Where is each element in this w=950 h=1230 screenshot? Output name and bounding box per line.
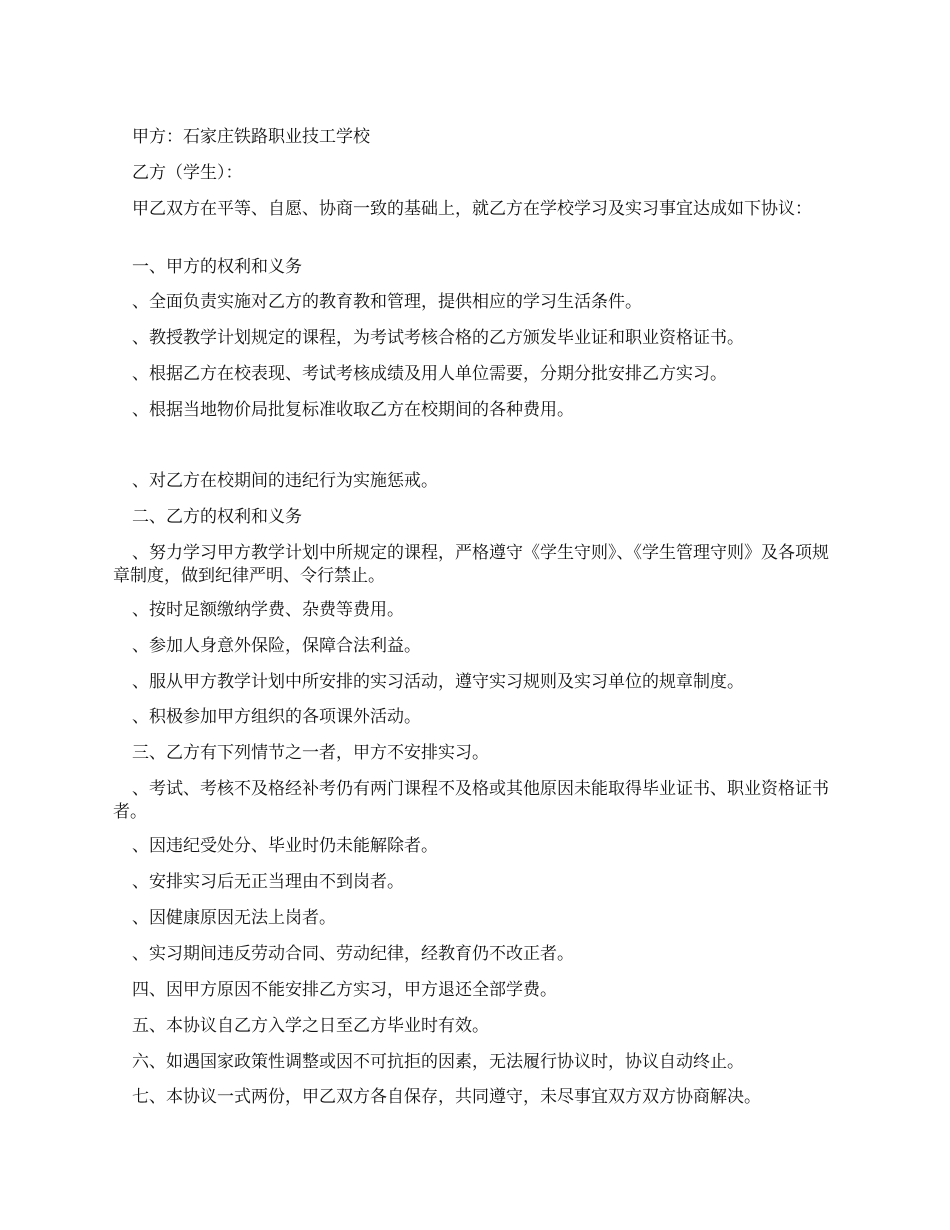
section-3-item: 、安排实习后无正当理由不到岗者。 [132, 872, 404, 892]
section-2-item: 、努力学习甲方教学计划中所规定的课程，严格遵守《学生守则》、《学生管理守则》及各项规章制度，做到纪律严明、令行禁止。 [113, 543, 829, 586]
section-2-item: 、参加人身意外保险，保障合法利益。 [132, 636, 421, 656]
section-1-heading: 一、甲方的权利和义务 [132, 257, 302, 277]
section-1-item: 、全面负责实施对乙方的教育教和管理，提供相应的学习生活条件。 [132, 292, 642, 312]
section-1-item: 、根据当地物价局批复标准收取乙方在校期间的各种费用。 [132, 400, 574, 420]
section-2-item: 、积极参加甲方组织的各项课外活动。 [132, 707, 421, 727]
section-3-item: 、考试、考核不及格经补考仍有两门课程不及格或其他原因未能取得毕业证书、职业资格证书者。 [113, 779, 829, 822]
section-7-paragraph: 七、本协议一式两份，甲乙双方各自保存，共同遵守，未尽事宜双方双方协商解决。 [132, 1087, 761, 1107]
section-5-paragraph: 五、本协议自乙方入学之日至乙方毕业时有效。 [132, 1016, 489, 1036]
section-1-item: 、教授教学计划规定的课程，为考试考核合格的乙方颁发毕业证和职业资格证书。 [132, 328, 744, 348]
section-4-paragraph: 四、因甲方原因不能安排乙方实习，甲方退还全部学费。 [132, 980, 557, 1000]
section-1-item: 、根据乙方在校表现、考试考核成绩及用人单位需要，分期分批安排乙方实习。 [132, 364, 727, 384]
party-b-line: 乙方（学生）： [132, 163, 243, 183]
party-a-line: 甲方：石家庄铁路职业技工学校 [132, 127, 370, 147]
section-3-item: 、实习期间违反劳动合同、劳动纪律，经教育仍不改正者。 [132, 944, 574, 964]
section-3-item: 、因违纪受处分、毕业时仍未能解除者。 [132, 836, 438, 856]
section-2-item: 、服从甲方教学计划中所安排的实习活动，遵守实习规则及实习单位的规章制度。 [132, 672, 744, 692]
section-3-item: 、因健康原因无法上岗者。 [132, 908, 336, 928]
section-6-paragraph: 六、如遇国家政策性调整或因不可抗拒的因素，无法履行协议时，协议自动终止。 [132, 1052, 744, 1072]
section-2-heading: 二、乙方的权利和义务 [132, 507, 302, 527]
preamble-paragraph: 甲乙双方在平等、自愿、协商一致的基础上，就乙方在学校学习及实习事宜达成如下协议： [132, 199, 812, 219]
section-3-heading: 三、乙方有下列情节之一者，甲方不安排实习。 [132, 743, 489, 763]
section-2-item: 、按时足额缴纳学费、杂费等费用。 [132, 600, 404, 620]
section-1-item: 、对乙方在校期间的违纪行为实施惩戒。 [132, 471, 438, 491]
